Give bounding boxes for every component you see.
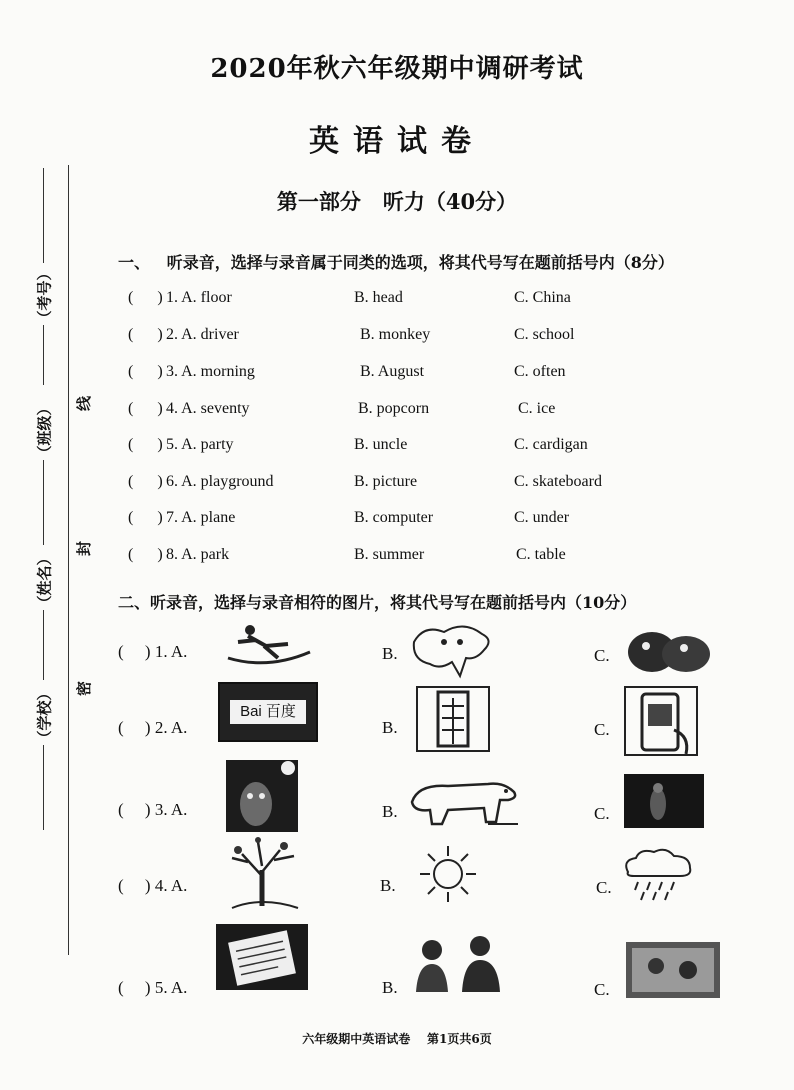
picture-question-row xyxy=(118,920,738,1000)
sun-icon xyxy=(418,844,478,904)
part-title: 第一部分 听力（40分） xyxy=(276,189,518,214)
option-b: B. monkey xyxy=(360,326,431,343)
option-a: 7. A. plane xyxy=(166,509,236,526)
question-label-a: ( ) 4. A. xyxy=(118,876,188,895)
night-owl-picture xyxy=(226,760,298,832)
answer-bracket[interactable]: ( ) xyxy=(128,363,163,380)
field-class: （班级） xyxy=(35,400,54,461)
option-a: 6. A. playground xyxy=(166,473,274,490)
blank-line xyxy=(43,168,44,263)
section2-heading: 二、听录音，选择与录音相符的图片，将其代号写在题前括号内（10分） xyxy=(118,593,637,612)
blank-line xyxy=(43,745,44,830)
seal-char-line: 线 xyxy=(75,395,94,412)
question-label-b: B. xyxy=(380,876,396,895)
book-picture xyxy=(216,924,308,990)
option-b: B. popcorn xyxy=(358,400,430,417)
page-footer: 六年级期中英语试卷 第1页共6页 xyxy=(302,1032,492,1046)
section1-heading: 一、 听录音，选择与录音属于同类的选项，将其代号写在题前括号内（8分） xyxy=(118,253,674,272)
exam-title: 2020年秋六年级期中调研考试 xyxy=(210,54,584,84)
blank-line xyxy=(43,610,44,680)
question-label-a: ( ) 2. A. xyxy=(118,718,188,737)
option-b: B. head xyxy=(354,289,403,306)
answer-bracket[interactable]: ( ) xyxy=(128,546,163,563)
option-a: 3. A. morning xyxy=(166,363,255,380)
seal-char-seal: 封 xyxy=(75,540,94,557)
rain-cloud-icon xyxy=(618,846,698,902)
answer-bracket[interactable]: ( ) xyxy=(128,473,163,490)
question-label-c: C. xyxy=(596,878,612,897)
option-a: 4. A. seventy xyxy=(166,400,250,417)
question-label-c: C. xyxy=(594,980,610,999)
polar-bear-picture xyxy=(408,778,520,828)
field-name: （姓名） xyxy=(35,550,54,611)
question-label-b: B. xyxy=(382,978,398,997)
field-school: （学校） xyxy=(35,685,54,746)
option-b: B. uncle xyxy=(354,436,408,453)
monsters-picture xyxy=(624,624,712,676)
picture-question-row xyxy=(118,836,738,916)
answer-bracket[interactable]: ( ) xyxy=(128,400,163,417)
option-a: 8. A. park xyxy=(166,546,230,563)
question-label-c: C. xyxy=(594,720,610,739)
binding-line xyxy=(68,165,69,955)
picture-question-row xyxy=(118,682,738,762)
blank-line xyxy=(43,325,44,385)
option-b: B. summer xyxy=(354,546,425,563)
blank-line xyxy=(43,460,44,545)
question-label-b: B. xyxy=(382,718,398,737)
option-b: B. picture xyxy=(354,473,418,490)
baidu-picture xyxy=(218,682,318,742)
people-picture xyxy=(408,936,510,994)
picture-question-row xyxy=(118,756,738,836)
snow-scene-picture xyxy=(626,942,720,998)
phone-picture xyxy=(624,686,698,756)
answer-bracket[interactable]: ( ) xyxy=(128,436,163,453)
option-c: C. school xyxy=(514,326,575,343)
option-a: 5. A. party xyxy=(166,436,234,453)
question-label-b: B. xyxy=(382,802,398,821)
skier-picture xyxy=(218,622,314,672)
option-c: C. cardigan xyxy=(514,436,588,453)
option-a: 1. A. floor xyxy=(166,289,232,306)
option-a: 2. A. driver xyxy=(166,326,239,343)
question-label-c: C. xyxy=(594,646,610,665)
field-exam-number: （考号） xyxy=(35,265,54,326)
tree-picture xyxy=(218,836,308,912)
question-label-a: ( ) 3. A. xyxy=(118,800,188,819)
phone-booth-picture xyxy=(416,686,490,752)
seal-char-secret: 密 xyxy=(75,680,94,697)
option-c: C. under xyxy=(514,509,570,526)
question-label-a: ( ) 5. A. xyxy=(118,978,188,997)
answer-bracket[interactable]: ( ) xyxy=(128,326,163,343)
option-c: C. ice xyxy=(518,400,556,417)
option-b: B. August xyxy=(360,363,425,380)
answer-bracket[interactable]: ( ) xyxy=(128,509,163,526)
ghost-picture xyxy=(404,620,496,680)
dark-animal-picture xyxy=(624,774,704,828)
question-label-a: ( ) 1. A. xyxy=(118,642,188,661)
option-c: C. China xyxy=(514,289,571,306)
subject-title: 英语试卷 xyxy=(309,124,485,159)
option-b: B. computer xyxy=(354,509,434,526)
question-label-b: B. xyxy=(382,644,398,663)
question-label-c: C. xyxy=(594,804,610,823)
answer-bracket[interactable]: ( ) xyxy=(128,289,163,306)
option-c: C. often xyxy=(514,363,566,380)
option-c: C. skateboard xyxy=(514,473,602,490)
baidu-logo-text: Bai 百度 xyxy=(230,700,306,724)
option-c: C. table xyxy=(516,546,566,563)
